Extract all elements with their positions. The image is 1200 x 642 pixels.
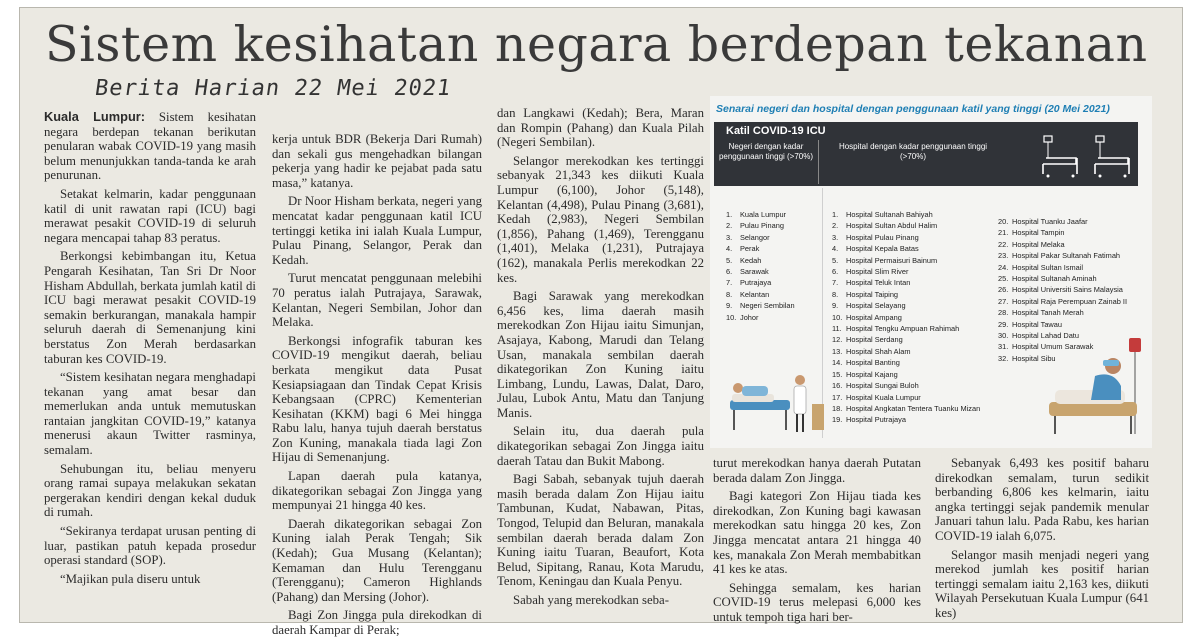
list-label: Hospital Tanah Merah [1012,308,1084,318]
list-item [998,273,1127,284]
paragraph: Bagi Zon Jingga pula direkodkan di daerah Kampar di Perak; [272,608,482,637]
list-item [832,220,980,231]
list-number: 2. [726,221,733,231]
paragraph: Setakat kelmarin, kadar penggunaan katil di unit rawatan rapi (ICU) bagi merawat pesakit COVID-19 di seluruh negara mencapai tahap 83 peratus. [44,186,256,245]
paragraph: Sebanyak 6,493 kes positif baharu direkodkan semalam, turun sedikit berbanding 6,806 kes kelmarin, iaitu angka tertinggi sejak pandemik menular Januari tahun lalu. Pada Rabu, kes harian COVID-19 ialah 6,075. [935,456,1149,543]
list-number: 24. [998,262,1009,272]
list-item [832,266,980,277]
list-label: Hospital Tengku Ampuan Rahimah [846,324,960,334]
list-label: Perak [740,244,760,254]
list-label: Hospital Kuala Lumpur [846,392,921,402]
list-label: Hospital Raja Perempuan Zainab II [1012,296,1128,306]
icu-heading: Katil COVID-19 ICU [726,125,826,137]
list-item [726,266,795,277]
list-item [998,216,1127,227]
list-label: Hospital Tampin [1012,228,1065,238]
list-item [832,312,980,323]
list-number: 21. [998,228,1009,238]
list-label: Hospital Sungai Buloh [846,381,919,391]
list-number: 19. [832,415,843,425]
location-lead: Kuala Lumpur: [44,109,145,124]
list-item [832,414,980,425]
paragraph: kerja untuk BDR (Bekerja Dari Rumah) dan sekali gus mengehadkan bilangan pekerja yang hadir ke pejabat pada satu masa,” katanya. [272,132,482,190]
header-divider [818,140,819,184]
list-item [726,209,795,220]
paragraph: Sehingga semalam, kes harian COVID-19 terus melepasi 6,000 kes untuk tempoh tiga hari ber- [713,580,921,624]
list-label: Hospital Selayang [846,301,906,311]
list-item [998,227,1127,238]
list-number: 11. [832,324,842,334]
list-number: 4. [832,244,839,254]
list-label: Kuala Lumpur [740,210,787,219]
list-label: Hospital Sultan Abdul Halim [846,221,938,231]
list-item [998,307,1127,318]
list-label: Hospital Umum Sarawak [1012,342,1094,352]
list-item [832,403,980,414]
list-item [832,392,980,403]
list-item [832,300,980,311]
list-number: 28. [998,308,1009,318]
paragraph: “Sistem kesihatan negara menghadapi tekanan yang amat besar dan memerlukan anda untuk memutuskan rantaian jangkitan COVID-19,” katanya menerusi akaun Twitter rasminya, semalam. [44,370,256,458]
icu-infographic [710,96,1152,448]
list-item [998,250,1127,261]
list-label: Hospital Angkatan Tentera Tuanku Mizan [846,403,981,413]
paragraph: Sabah yang merekodkan seba- [513,593,669,607]
list-item [832,255,980,266]
list-label: Hospital Serdang [846,335,903,345]
list-number: 2. [832,221,839,231]
article-column-2 [272,132,482,642]
list-number: 18. [832,403,843,413]
list-number: 7. [832,278,839,288]
headline: Sistem kesihatan negara berdepan tekanan [45,16,1148,73]
paragraph: Turut mencatat penggunaan melebihi 70 peratus ialah Putrajaya, Sarawak, Kelantan, Negeri Sembilan, Johor dan Melaka. [272,271,482,330]
list-item [832,357,980,368]
paragraph: turut merekodkan hanya daerah Putatan berada dalam Zon Jingga. [713,456,921,485]
list-number: 5. [726,255,733,265]
paragraph: Bagi Sarawak yang merekodkan 6,456 kes, lima daerah masih merekodkan Zon Hijau iaitu Simunjan, Asajaya, Kabong, Marudi dan Telang Usan, manakala sembilan daerah dikategorikan Zon Kuning iaitu Limbang, Lundu, Lawas, Dalat, Daro, Julau, Lubok Antu, Matu dan Tanjung Manis. [497,289,704,420]
list-item [998,319,1127,330]
list-number: 1. [832,210,839,219]
list-item [726,220,795,231]
list-item [998,296,1127,307]
paragraph: Selangor masih menjadi negeri yang merekod jumlah kes positif harian tertinggi semalam iaitu 2,163 kes, diikuti Wilayah Persekutuan Kuala Lumpur (641 kes) [935,547,1149,620]
list-item [726,277,795,288]
list-item [726,300,795,311]
list-number: 13. [832,346,843,356]
paragraph: Dr Noor Hisham berkata, negeri yang mencatat kadar penggunaan katil ICU tertinggi ketika ini ialah Kuala Lumpur, Pulau Pinang, Selangor, Perak dan Kedah. [272,194,482,267]
paragraph: dan Langkawi (Kedah); Bera, Maran dan Rompin (Pahang) dan Kuala Pilah (Negeri Sembilan). [497,106,704,150]
list-item [726,312,795,323]
list-number: 32. [998,353,1009,363]
list-label: Hospital Lahad Datu [1012,331,1079,341]
list-item [832,369,980,380]
list-number: 22. [998,239,1009,249]
list-label: Putrajaya [740,278,772,288]
list-number: 8. [832,289,839,299]
list-item [998,262,1127,273]
list-number: 27. [998,296,1009,306]
list-number: 16. [832,381,843,391]
list-item [832,346,980,357]
list-number: 6. [832,267,839,277]
list-label: Selangor [740,232,770,242]
list-label: Negeri Sembilan [740,301,795,311]
list-number: 9. [832,301,839,311]
list-item [832,323,980,334]
list-number: 8. [726,289,733,299]
list-number: 30. [998,331,1009,341]
list-label: Hospital Ampang [846,312,902,322]
paragraph: Bagi Sabah, sebanyak tujuh daerah masih berada dalam Zon Hijau iaitu Tambunan, Kudat, Nabawan, Pitas, Tongod, Telupid dan Beluran, manakala sembilan daerah berada dalam Zon Kuning iaitu Tuaran, Beaufort, Kota Belud, Sipitang, Ranau, Kota Marudu, Tenom, Keningau dan Kuala Penyu. [497,472,704,589]
list-label: Hospital Sultanah Aminah [1012,274,1097,284]
newspaper-clipping [20,8,1182,637]
list-number: 3. [832,232,839,242]
list-label: Hospital Permaisuri Bainum [846,255,938,265]
paragraph: “Majikan pula diseru untuk [60,571,201,586]
list-item [726,289,795,300]
list-label: Hospital Taiping [846,289,899,299]
list-item [726,255,795,266]
list-label: Hospital Kepala Batas [846,244,919,254]
list-label: Hospital Sultanah Bahiyah [846,210,933,219]
article-column-4 [713,456,921,629]
list-number: 10. [832,312,843,322]
list-label: Hospital Putrajaya [846,415,906,425]
list-number: 17. [832,392,843,402]
list-number: 25. [998,274,1009,284]
paragraph: Lapan daerah pula katanya, dikategorikan sebagai Zon Jingga yang mempunyai 21 hingga 40 kes. [272,469,482,513]
list-number: 15. [832,369,843,379]
list-label: Kelantan [740,289,770,299]
article-column-5 [935,456,1149,625]
list-item [726,243,795,254]
hospital-bed-icon [1040,134,1080,178]
paragraph: Selain itu, dua daerah pula dikategorikan sebagai Zon Jingga iaitu daerah Tatau dan Bukit Mabong. [497,424,704,468]
list-number: 12. [832,335,843,345]
list-number: 31. [998,342,1009,352]
list-item [726,232,795,243]
list-item [832,277,980,288]
list-item [998,239,1127,250]
hospital-bed-icon [1092,134,1132,178]
hospitals-header: Hospital dengan kadar penggunaan tinggi (>70%) [838,142,988,161]
dateline: Berita Harian 22 Mei 2021 [93,76,453,101]
list-item [832,289,980,300]
list-number: 26. [998,285,1009,295]
list-number: 3. [726,232,733,242]
list-number: 10. [726,312,737,322]
list-label: Hospital Slim River [846,267,909,277]
list-number: 6. [726,267,733,277]
paragraph [44,110,256,183]
list-number: 5. [832,255,839,265]
list-number: 7. [726,278,733,288]
list-item [998,284,1127,295]
list-label: Hospital Banting [846,358,900,368]
list-label: Hospital Universiti Sains Malaysia [1012,285,1123,295]
paragraph: Daerah dikategorikan sebagai Zon Kuning ialah Perak Tengah; Sik (Kedah); Gua Musang (Kelantan); Kemaman dan Hulu Terengganu (Terengganu); Cameron Highlands (Pahang) dan Mersing (Johor). [272,516,482,604]
list-number: 20. [998,217,1009,226]
list-label: Hospital Tawau [1012,319,1062,329]
infographic-title: Senarai negeri dan hospital dengan penggunaan katil yang tinggi (20 Mei 2021) [716,103,1110,115]
list-label: Hospital Kajang [846,369,898,379]
list-label: Hospital Tuanku Jaafar [1012,217,1088,226]
list-label: Hospital Melaka [1012,239,1065,249]
list-number: 23. [998,251,1009,261]
article-column-1 [44,110,256,590]
paragraph: Selangor merekodkan kes tertinggi sebanyak 21,343 kes diikuti Kuala Lumpur (6,100), Johor (5,148), Kelantan (4,498), Pulau Pinang (3,681), Kedah (2,983), Negeri Sembilan (1,856), Pahang (1,469), Terengganu (1,401), Melaka (1,231), Putrajaya (162), manakala Perlis merekodkan 22 kes. [497,153,704,285]
article-column-3 [497,106,704,612]
list-number: 14. [832,358,843,368]
paragraph: Sehubungan itu, beliau menyeru orang ramai supaya melakukan sekatan pergerakan kendiri dengan kekal duduk di rumah. [44,461,256,520]
doctor-patient-illustration [728,364,826,440]
list-number: 29. [998,319,1009,329]
list-label: Kedah [740,255,762,265]
paragraph: “Sekiranya terdapat urusan penting di luar, pastikan patuh kepada prosedur operasi standard (SOP). [44,524,256,568]
paragraph-text: Sistem kesihatan negara berdepan tekanan berikutan penularan wabak COVID-19 yang masih belum menunjukkan tanda-tanda ke arah penurunan. [44,110,256,183]
list-label: Hospital Pakar Sultanah Fatimah [1012,251,1121,261]
list-label: Hospital Sibu [1012,353,1056,363]
list-label: Sarawak [740,267,769,277]
list-number: 1. [726,210,733,219]
list-label: Hospital Sultan Ismail [1012,262,1084,272]
infographic-header [714,122,1138,186]
states-list [726,209,795,323]
list-label: Hospital Teluk Intan [846,278,911,288]
hospitals-list-1 [832,209,980,426]
paragraph: Bagi kategori Zon Hijau tiada kes direkodkan, Zon Kuning bagi kawasan merekodkan satu hingga 20 kes, Zon Jingga mencatat antara 21 hingga 40 kes, manakala Zon Merah membabitkan 41 kes ke atas. [713,489,921,577]
list-item [832,380,980,391]
list-number: 9. [726,301,733,311]
list-label: Hospital Shah Alam [846,346,911,356]
paragraph: Berkongsi kebimbangan itu, Ketua Pengarah Kesihatan, Tan Sri Dr Noor Hisham Abdullah, berkata jumlah katil di ICU bagi merawat pesakit COVID-19 semakin berkurangan, manakala hampir seluruh daerah di Semenanjung kini berstatus Zon Merah berdasarkan taburan kes COVID-19. [44,249,256,366]
patient-in-bed-illustration [1035,334,1143,440]
list-label: Johor [740,312,759,322]
list-item [832,209,980,220]
list-item [832,232,980,243]
list-label: Hospital Pulau Pinang [846,232,919,242]
list-number: 4. [726,244,733,254]
states-header: Negeri dengan kadar penggunaan tinggi (>70%) [718,142,814,161]
list-item [832,243,980,254]
list-label: Pulau Pinang [740,221,784,231]
list-item [832,334,980,345]
paragraph: Berkongsi infografik taburan kes COVID-19 mengikut daerah, beliau berkata mengikut data Pusat Kesiapsiagaan dan Tindak Cepat Krisis Kebangsaan (CPRC) Kementerian Kesihatan (KKM) bagi 6 Mei hingga Rabu lalu, hanya tujuh daerah berstatus Zon Kuning, manakala tiada lagi Zon Hijau di Semenanjung. [272,333,482,465]
